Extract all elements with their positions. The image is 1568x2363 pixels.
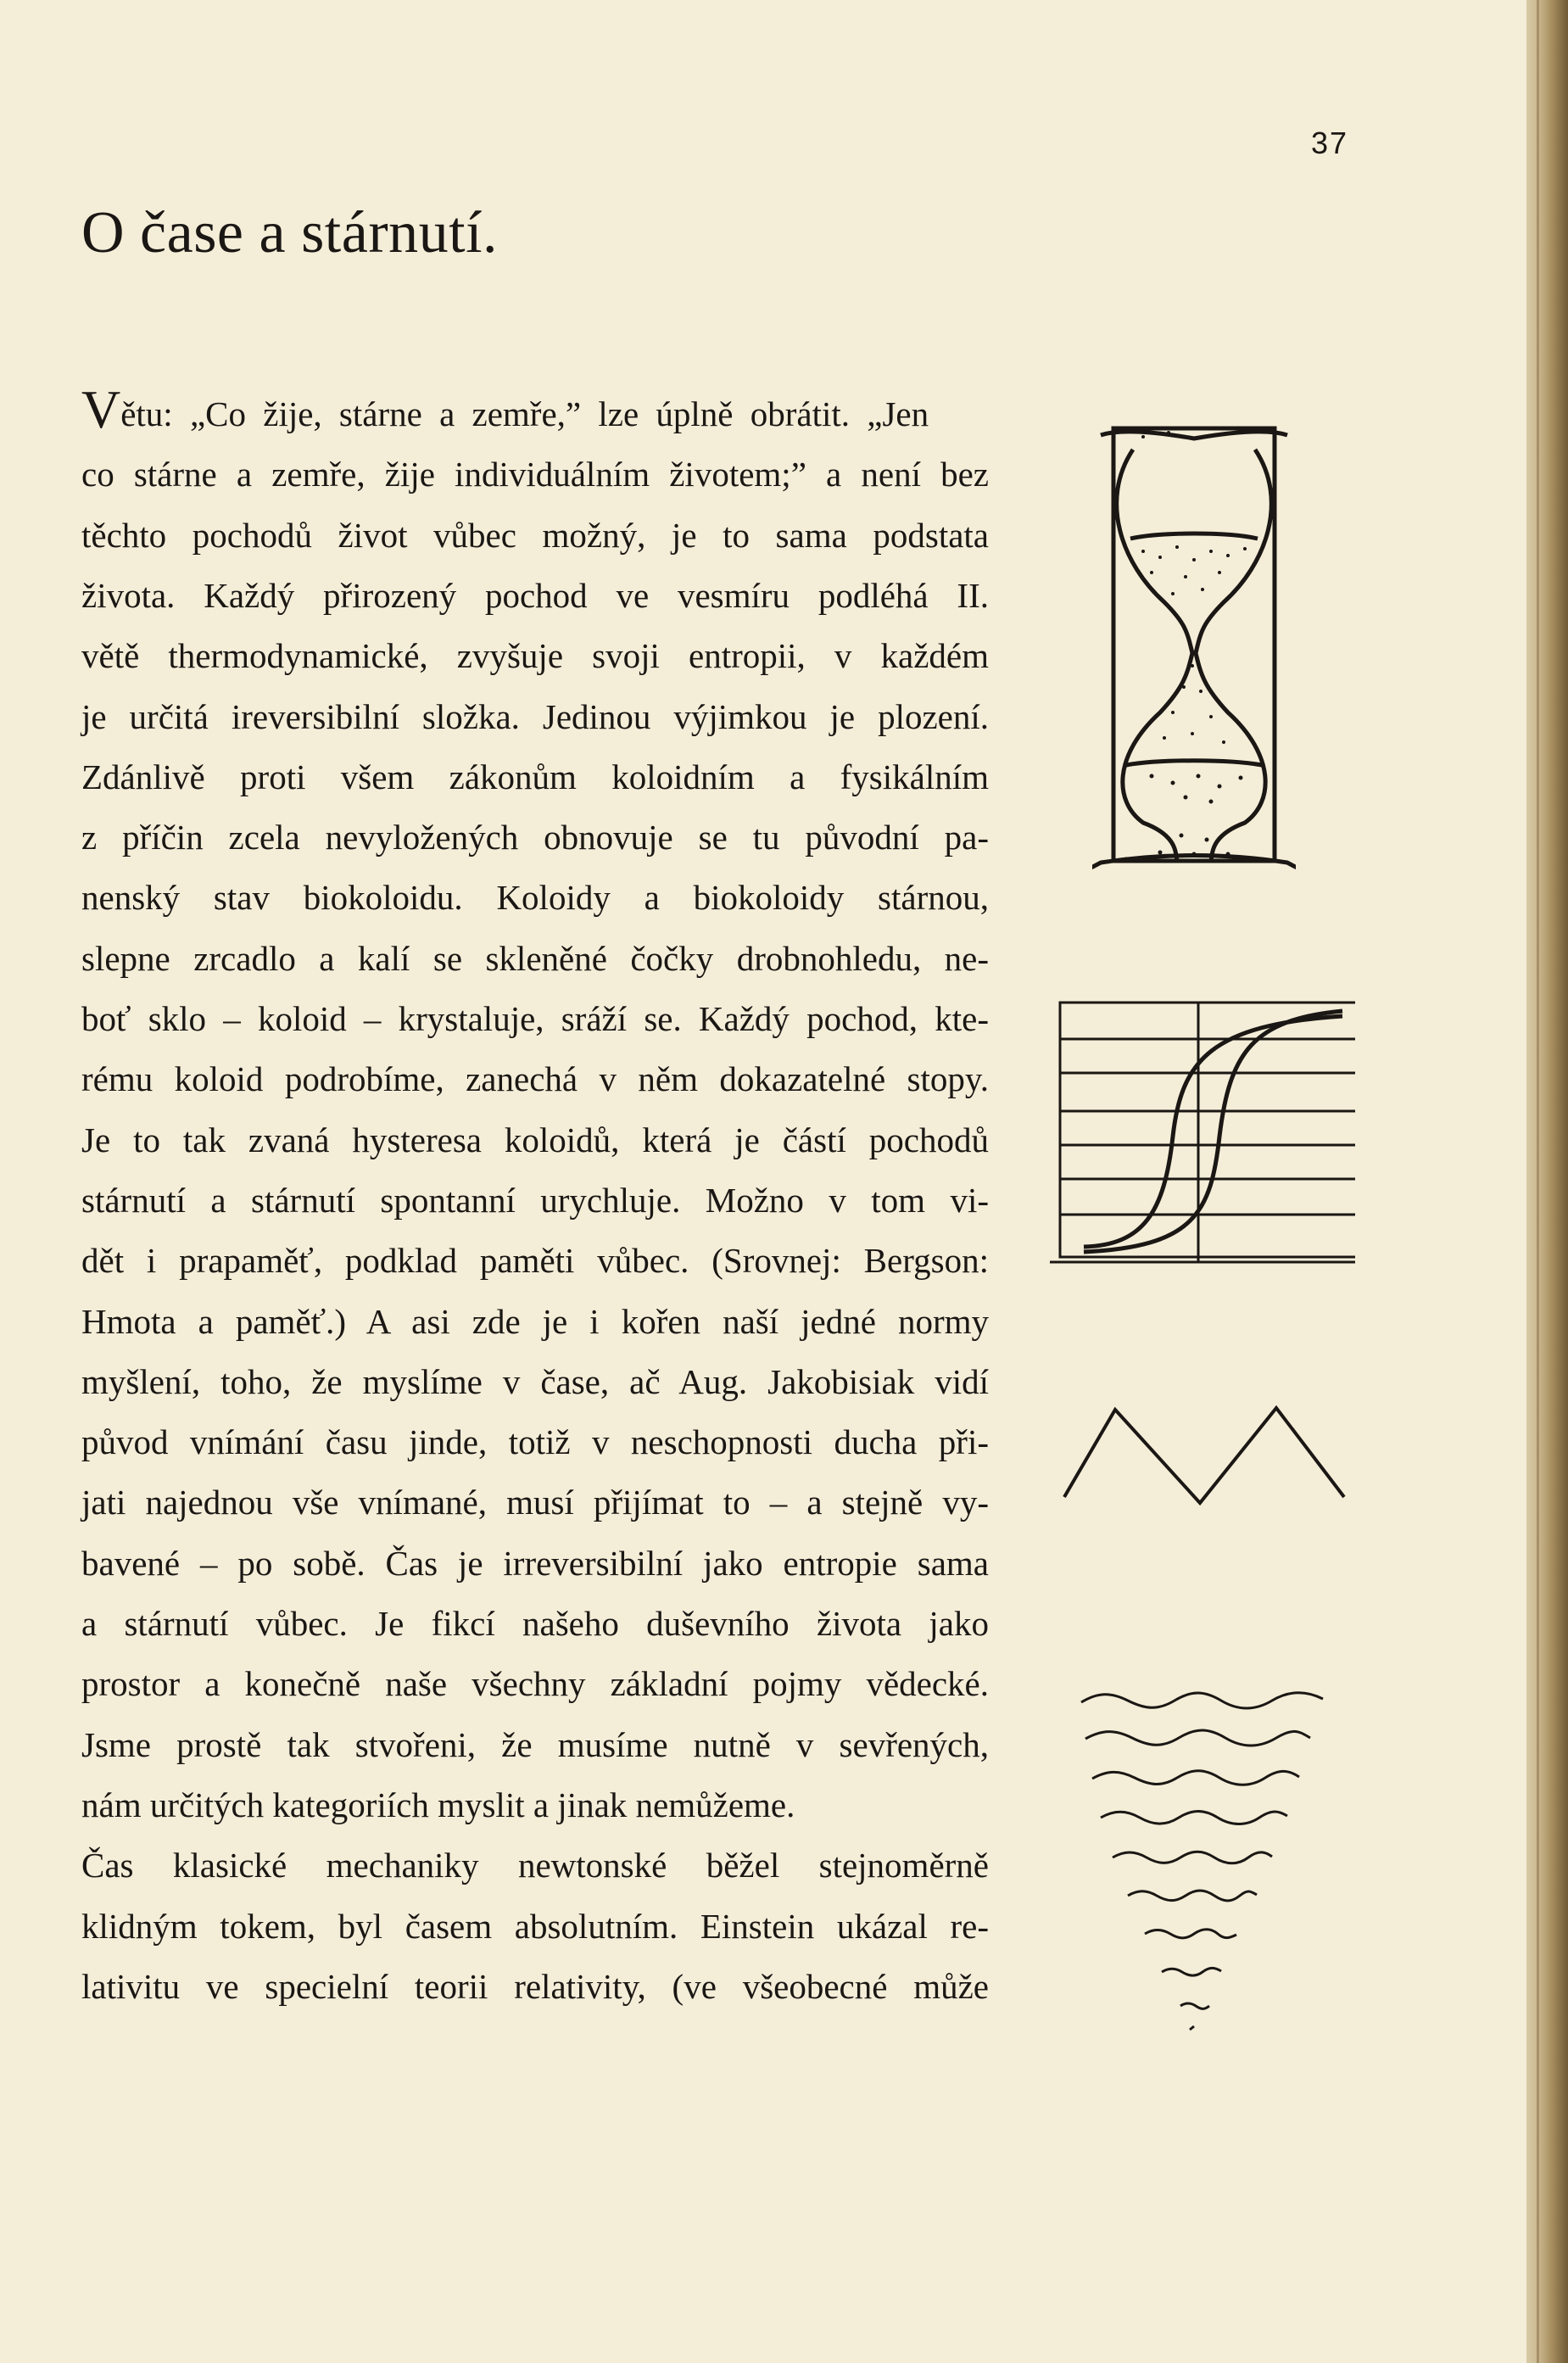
text-line: co stárne a zemře, žije individuálním životem;” a není bez [81,455,989,494]
text-line [81,379,989,442]
text-line: boť sklo – koloid – krystaluje, sráží se. Každý pochod, kte- [81,999,989,1038]
text-line: Zdánlivě proti všem zákonům koloidním a fysikálním [81,757,989,796]
text-line: myšlení, toho, že myslíme v čase, ač Aug. Jakobisiak vidí [81,1361,989,1401]
tapering-waves-icon [1077,1684,1348,2040]
text-line: klidným tokem, byl časem absolutním. Einstein ukázal re- [81,1906,989,1946]
book-spine-edge [1526,0,1568,2363]
chapter-title: O čase a stárnutí. [81,200,499,265]
text-line: nám určitých kategoriích myslit a jinak nemůžeme. [81,1785,795,1824]
text-line: Čas klasické mechaniky newtonské běžel stejnoměrně [81,1846,989,1885]
hourglass-icon [1092,420,1296,882]
zigzag-icon [1060,1399,1348,1518]
text-line: prostor a konečně naše všechny základní pojmy vědecké. [81,1664,989,1704]
text-line: dět i prapaměť, podklad paměti vůbec. (Srovnej: Bergson: [81,1241,989,1281]
first-line-text: ětu: „Co žije, stárne a zemře,” lze úplně obrátit. „Jen [120,394,929,433]
text-line: těchto pochodů život vůbec možný, je to sama podstata [81,515,989,555]
spine-fold-line [1537,0,1539,2363]
text-line: rému koloid podrobíme, zanechá v něm dokazatelné stopy. [81,1059,989,1099]
text-line: lativitu ve specielní teorii relativity, (ve všeobecné může [81,1966,989,2006]
text-line: je určitá ireversibilní složka. Jedinou výjimkou je plození. [81,696,989,736]
text-line: Hmota a paměť.) A asi zde je i kořen naší jedné normy [81,1301,989,1341]
drop-cap: V [81,379,121,439]
text-line: Je to tak zvaná hysteresa koloidů, která je částí pochodů [81,1120,989,1159]
text-line: větě thermodynamické, zvyšuje svoji entropii, v každém [81,636,989,676]
text-line: původ vnímání času jinde, totiž v neschopnosti ducha při- [81,1422,989,1462]
text-line: života. Každý přirozený pochod ve vesmíru podléhá II. [81,575,989,615]
page-number: 37 [1311,126,1349,160]
text-line: stárnutí a stárnutí spontanní urychluje. Možno v tom vi- [81,1180,989,1220]
text-line: a stárnutí vůbec. Je fikcí našeho duševního života jako [81,1604,989,1643]
text-line: jati najednou vše vnímané, musí přijímat to – a stejně vy- [81,1483,989,1522]
text-line: z příčin zcela nevyložených obnovuje se tu původní pa- [81,818,989,857]
text-line: nenský stav biokoloidu. Koloidy a biokoloidy stárnou, [81,878,989,918]
text-line: bavené – po sobě. Čas je irreversibilní jako entropie sama [81,1543,989,1583]
hysteresis-loop-icon [1050,992,1355,1281]
text-line: Jsme prostě tak stvořeni, že musíme nutně v sevřených, [81,1724,989,1764]
text-line: slepne zrcadlo a kalí se skleněné čočky drobnohledu, ne- [81,938,989,978]
